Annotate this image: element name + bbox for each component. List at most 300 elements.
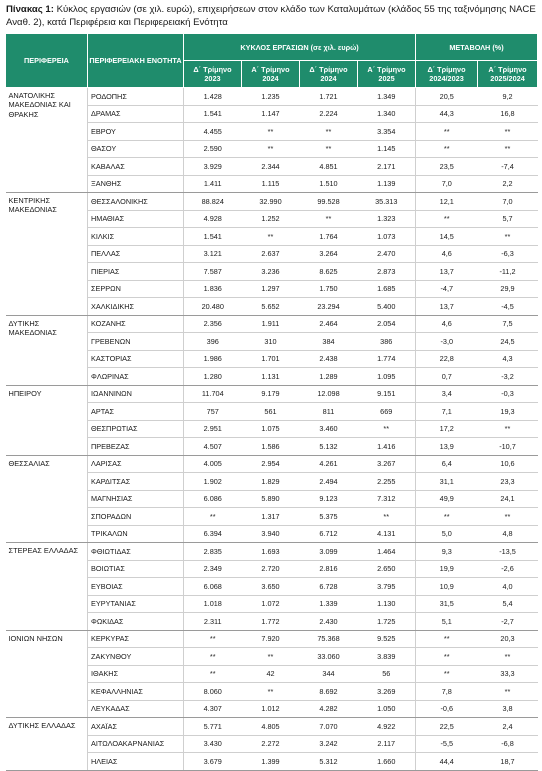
turnover-cell: 8.060: [184, 683, 242, 701]
change-cell: **: [416, 210, 478, 228]
turnover-cell: **: [242, 140, 300, 158]
turnover-cell: 6.394: [184, 525, 242, 543]
header-col: Δ΄ Τρίμηνο 2024/2023: [416, 61, 478, 88]
turnover-cell: 5.400: [358, 298, 416, 316]
turnover-cell: 1.428: [184, 88, 242, 106]
turnover-cell: 2.430: [300, 613, 358, 631]
change-cell: 17,2: [416, 420, 478, 438]
unit-name: ΒΟΙΩΤΙΑΣ: [88, 560, 184, 578]
turnover-cell: 9.123: [300, 490, 358, 508]
turnover-cell: 6.086: [184, 490, 242, 508]
turnover-cell: 56: [358, 665, 416, 683]
turnover-cell: 2.349: [184, 560, 242, 578]
table-row: [6, 718, 538, 736]
unit-name: ΡΟΔΟΠΗΣ: [88, 88, 184, 106]
table-caption: [6, 3, 536, 29]
change-cell: 7,5: [478, 315, 538, 333]
turnover-cell: 2.470: [358, 245, 416, 263]
change-cell: 20,3: [478, 630, 538, 648]
change-cell: 49,9: [416, 490, 478, 508]
turnover-cell: 2.873: [358, 263, 416, 281]
turnover-cell: 4.922: [358, 718, 416, 736]
turnover-cell: 3.679: [184, 753, 242, 771]
turnover-cell: 6.068: [184, 578, 242, 596]
table-row: [6, 315, 538, 333]
change-cell: -4,7: [416, 280, 478, 298]
turnover-cell: 2.311: [184, 613, 242, 631]
change-cell: **: [416, 508, 478, 526]
change-cell: 14,5: [416, 228, 478, 246]
turnover-cell: 1.902: [184, 473, 242, 491]
turnover-cell: 1.317: [242, 508, 300, 526]
change-cell: -6,8: [478, 735, 538, 753]
change-cell: **: [478, 683, 538, 701]
caption-text: Κύκλος εργασιών (σε χιλ. ευρώ), επιχειρήσεων στον κλάδο των Καταλυμάτων (κλάδος 55 της ταξινόμησης NACE Αναθ. 2), κατά Περιφέρεια και Περιφερειακή Ενότητα: [6, 4, 536, 28]
change-cell: 7,8: [416, 683, 478, 701]
unit-name: ΕΥΒΟΙΑΣ: [88, 578, 184, 596]
turnover-cell: 4.005: [184, 455, 242, 473]
change-cell: 3,8: [478, 700, 538, 718]
turnover-cell: 310: [242, 333, 300, 351]
turnover-cell: 1.289: [300, 368, 358, 386]
turnover-cell: 2.590: [184, 140, 242, 158]
turnover-cell: 386: [358, 333, 416, 351]
turnover-cell: **: [242, 648, 300, 666]
change-cell: **: [416, 648, 478, 666]
turnover-cell: **: [242, 683, 300, 701]
turnover-cell: 1.339: [300, 595, 358, 613]
change-cell: 4,6: [416, 245, 478, 263]
table-row: [6, 193, 538, 211]
turnover-cell: 1.297: [242, 280, 300, 298]
table-body: [6, 88, 538, 771]
change-cell: -3,0: [416, 333, 478, 351]
table-row: [6, 385, 538, 403]
table-row: [6, 88, 538, 106]
turnover-cell: 11.704: [184, 385, 242, 403]
unit-name: ΔΡΑΜΑΣ: [88, 105, 184, 123]
change-cell: 9,2: [478, 88, 538, 106]
change-cell: 44,3: [416, 105, 478, 123]
turnover-cell: 811: [300, 403, 358, 421]
change-cell: **: [416, 140, 478, 158]
turnover-cell: 1.464: [358, 543, 416, 561]
turnover-cell: 4.261: [300, 455, 358, 473]
change-cell: 29,9: [478, 280, 538, 298]
turnover-cell: 1.115: [242, 175, 300, 193]
turnover-cell: 5.312: [300, 753, 358, 771]
turnover-cell: 4.851: [300, 158, 358, 176]
turnover-cell: **: [242, 228, 300, 246]
region-name: ΔΥΤΙΚΗΣ ΜΑΚΕΔΟΝΙΑΣ: [6, 315, 88, 385]
change-cell: 7,0: [478, 193, 538, 211]
change-cell: 33,3: [478, 665, 538, 683]
change-cell: -0,3: [478, 385, 538, 403]
turnover-cell: 1.586: [242, 438, 300, 456]
turnover-cell: 669: [358, 403, 416, 421]
turnover-cell: 5.375: [300, 508, 358, 526]
turnover-cell: 1.130: [358, 595, 416, 613]
turnover-cell: 3.121: [184, 245, 242, 263]
change-cell: 9,3: [416, 543, 478, 561]
unit-name: ΚΕΦΑΛΛΗΝΙΑΣ: [88, 683, 184, 701]
turnover-cell: 4.131: [358, 525, 416, 543]
turnover-cell: 2.171: [358, 158, 416, 176]
change-cell: 5,7: [478, 210, 538, 228]
change-cell: 24,5: [478, 333, 538, 351]
turnover-cell: 1.750: [300, 280, 358, 298]
change-cell: 4,3: [478, 350, 538, 368]
turnover-cell: 1.340: [358, 105, 416, 123]
turnover-cell: 8.692: [300, 683, 358, 701]
header-col: Α΄ Τρίμηνο 2025/2024: [478, 61, 538, 88]
turnover-cell: 1.323: [358, 210, 416, 228]
turnover-cell: 6.712: [300, 525, 358, 543]
turnover-cell: **: [184, 630, 242, 648]
unit-name: ΦΘΙΩΤΙΔΑΣ: [88, 543, 184, 561]
turnover-cell: 1.911: [242, 315, 300, 333]
turnover-cell: 344: [300, 665, 358, 683]
unit-name: ΕΒΡΟΥ: [88, 123, 184, 141]
turnover-cell: 1.416: [358, 438, 416, 456]
turnover-cell: 7.587: [184, 263, 242, 281]
turnover-cell: 33.060: [300, 648, 358, 666]
turnover-cell: 1.701: [242, 350, 300, 368]
unit-name: ΞΑΝΘΗΣ: [88, 175, 184, 193]
turnover-cell: 23.294: [300, 298, 358, 316]
turnover-cell: **: [300, 210, 358, 228]
unit-name: ΧΑΛΚΙΔΙΚΗΣ: [88, 298, 184, 316]
change-cell: 4,8: [478, 525, 538, 543]
change-cell: -11,2: [478, 263, 538, 281]
turnover-cell: 3.267: [358, 455, 416, 473]
turnover-table: [5, 33, 538, 771]
turnover-cell: 1.764: [300, 228, 358, 246]
turnover-cell: 7.920: [242, 630, 300, 648]
turnover-cell: 3.460: [300, 420, 358, 438]
turnover-cell: 1.349: [358, 88, 416, 106]
region-name: ΔΥΤΙΚΗΣ ΕΛΛΑΔΑΣ: [6, 718, 88, 771]
change-cell: -0,6: [416, 700, 478, 718]
header-col: Δ΄ Τρίμηνο 2023: [184, 61, 242, 88]
turnover-cell: 9.151: [358, 385, 416, 403]
turnover-cell: 1.147: [242, 105, 300, 123]
turnover-cell: 1.252: [242, 210, 300, 228]
unit-name: ΗΛΕΙΑΣ: [88, 753, 184, 771]
change-cell: 44,4: [416, 753, 478, 771]
unit-name: ΘΑΣΟΥ: [88, 140, 184, 158]
change-cell: -3,2: [478, 368, 538, 386]
unit-name: ΓΡΕΒΕΝΩΝ: [88, 333, 184, 351]
change-cell: 23,3: [478, 473, 538, 491]
unit-name: ΗΜΑΘΙΑΣ: [88, 210, 184, 228]
turnover-cell: 1.075: [242, 420, 300, 438]
change-cell: -2,7: [478, 613, 538, 631]
turnover-cell: 396: [184, 333, 242, 351]
turnover-cell: 1.050: [358, 700, 416, 718]
turnover-cell: 1.829: [242, 473, 300, 491]
region-name: ΚΕΝΤΡΙΚΗΣ ΜΑΚΕΔΟΝΙΑΣ: [6, 193, 88, 316]
turnover-cell: 3.354: [358, 123, 416, 141]
change-cell: **: [478, 140, 538, 158]
change-cell: 13,7: [416, 298, 478, 316]
turnover-cell: 1.986: [184, 350, 242, 368]
change-cell: 23,5: [416, 158, 478, 176]
turnover-cell: 1.660: [358, 753, 416, 771]
turnover-cell: 2.464: [300, 315, 358, 333]
turnover-cell: 1.235: [242, 88, 300, 106]
unit-name: ΚΑΣΤΟΡΙΑΣ: [88, 350, 184, 368]
turnover-cell: 3.650: [242, 578, 300, 596]
change-cell: -13,5: [478, 543, 538, 561]
turnover-cell: 1.836: [184, 280, 242, 298]
turnover-cell: 7.312: [358, 490, 416, 508]
change-cell: -10,7: [478, 438, 538, 456]
turnover-cell: 1.693: [242, 543, 300, 561]
change-cell: -7,4: [478, 158, 538, 176]
change-cell: **: [416, 665, 478, 683]
turnover-cell: 4.455: [184, 123, 242, 141]
change-cell: 0,7: [416, 368, 478, 386]
turnover-cell: 5.771: [184, 718, 242, 736]
turnover-cell: 3.940: [242, 525, 300, 543]
change-cell: 20,5: [416, 88, 478, 106]
turnover-cell: 4.307: [184, 700, 242, 718]
turnover-cell: 2.835: [184, 543, 242, 561]
turnover-cell: 4.507: [184, 438, 242, 456]
turnover-cell: 2.438: [300, 350, 358, 368]
turnover-cell: **: [242, 123, 300, 141]
turnover-cell: 3.264: [300, 245, 358, 263]
change-cell: 19,9: [416, 560, 478, 578]
turnover-cell: 1.541: [184, 105, 242, 123]
turnover-cell: 1.685: [358, 280, 416, 298]
turnover-cell: 2.344: [242, 158, 300, 176]
turnover-cell: 3.839: [358, 648, 416, 666]
turnover-cell: 2.255: [358, 473, 416, 491]
unit-name: ΣΕΡΡΩΝ: [88, 280, 184, 298]
turnover-cell: 1.012: [242, 700, 300, 718]
header-turnover: ΚΥΚΛΟΣ ΕΡΓΑΣΙΩΝ (σε χιλ. ευρώ): [184, 34, 416, 61]
unit-name: ΑΧΑΪΑΣ: [88, 718, 184, 736]
unit-name: ΙΘΑΚΗΣ: [88, 665, 184, 683]
change-cell: 31,5: [416, 595, 478, 613]
change-cell: 5,1: [416, 613, 478, 631]
change-cell: 4,6: [416, 315, 478, 333]
turnover-cell: 5.132: [300, 438, 358, 456]
turnover-cell: 1.772: [242, 613, 300, 631]
change-cell: **: [478, 123, 538, 141]
turnover-cell: 384: [300, 333, 358, 351]
turnover-cell: **: [358, 508, 416, 526]
turnover-cell: 2.356: [184, 315, 242, 333]
region-name: ΘΕΣΣΑΛΙΑΣ: [6, 455, 88, 543]
turnover-cell: 3.236: [242, 263, 300, 281]
turnover-cell: 3.795: [358, 578, 416, 596]
turnover-cell: 4.282: [300, 700, 358, 718]
change-cell: **: [478, 508, 538, 526]
change-cell: 18,7: [478, 753, 538, 771]
turnover-cell: 35.313: [358, 193, 416, 211]
unit-name: ΑΙΤΩΛΟΑΚΑΡΝΑΝΙΑΣ: [88, 735, 184, 753]
turnover-cell: 1.018: [184, 595, 242, 613]
unit-name: ΛΑΡΙΣΑΣ: [88, 455, 184, 473]
region-name: ΣΤΕΡΕΑΣ ΕΛΛΑΔΑΣ: [6, 543, 88, 631]
turnover-cell: 2.637: [242, 245, 300, 263]
unit-name: ΦΩΚΙΔΑΣ: [88, 613, 184, 631]
turnover-cell: 5.652: [242, 298, 300, 316]
turnover-cell: 3.430: [184, 735, 242, 753]
turnover-cell: 2.054: [358, 315, 416, 333]
unit-name: ΠΕΛΛΑΣ: [88, 245, 184, 263]
turnover-cell: 2.954: [242, 455, 300, 473]
header-col: Δ΄ Τρίμηνο 2024: [300, 61, 358, 88]
turnover-cell: 42: [242, 665, 300, 683]
change-cell: 13,7: [416, 263, 478, 281]
unit-name: ΤΡΙΚΑΛΩΝ: [88, 525, 184, 543]
unit-name: ΘΕΣΠΡΩΤΙΑΣ: [88, 420, 184, 438]
turnover-cell: 20.480: [184, 298, 242, 316]
change-cell: 2,4: [478, 718, 538, 736]
turnover-cell: 1.541: [184, 228, 242, 246]
unit-name: ΚΑΒΑΛΑΣ: [88, 158, 184, 176]
turnover-cell: 3.099: [300, 543, 358, 561]
table-row: [6, 543, 538, 561]
unit-name: ΛΕΥΚΑΔΑΣ: [88, 700, 184, 718]
header-unit: ΠΕΡΙΦΕΡΕΙΑΚΗ ΕΝΟΤΗΤΑ: [88, 34, 184, 88]
header-change: ΜΕΤΑΒΟΛΗ (%): [416, 34, 538, 61]
turnover-cell: 1.510: [300, 175, 358, 193]
unit-name: ΜΑΓΝΗΣΙΑΣ: [88, 490, 184, 508]
turnover-cell: 12.098: [300, 385, 358, 403]
unit-name: ΠΙΕΡΙΑΣ: [88, 263, 184, 281]
unit-name: ΖΑΚΥΝΘΟΥ: [88, 648, 184, 666]
turnover-cell: **: [358, 420, 416, 438]
turnover-cell: 2.650: [358, 560, 416, 578]
unit-name: ΦΛΩΡΙΝΑΣ: [88, 368, 184, 386]
unit-name: ΕΥΡΥΤΑΝΙΑΣ: [88, 595, 184, 613]
turnover-cell: 1.072: [242, 595, 300, 613]
unit-name: ΚΟΖΑΝΗΣ: [88, 315, 184, 333]
change-cell: 22,8: [416, 350, 478, 368]
turnover-cell: 2.951: [184, 420, 242, 438]
turnover-cell: 4.928: [184, 210, 242, 228]
turnover-cell: 1.280: [184, 368, 242, 386]
change-cell: 2,2: [478, 175, 538, 193]
turnover-cell: 3.242: [300, 735, 358, 753]
turnover-cell: 99.528: [300, 193, 358, 211]
change-cell: 13,9: [416, 438, 478, 456]
turnover-cell: 6.728: [300, 578, 358, 596]
change-cell: 22,5: [416, 718, 478, 736]
turnover-cell: 1.139: [358, 175, 416, 193]
turnover-cell: 1.073: [358, 228, 416, 246]
change-cell: 12,1: [416, 193, 478, 211]
turnover-cell: 32.990: [242, 193, 300, 211]
caption-label: Πίνακας 1:: [6, 4, 54, 15]
unit-name: ΙΩΑΝΝΙΝΩΝ: [88, 385, 184, 403]
turnover-cell: 1.399: [242, 753, 300, 771]
turnover-cell: 4.805: [242, 718, 300, 736]
turnover-cell: 2.117: [358, 735, 416, 753]
turnover-cell: **: [184, 648, 242, 666]
change-cell: **: [416, 123, 478, 141]
change-cell: 10,9: [416, 578, 478, 596]
turnover-cell: 561: [242, 403, 300, 421]
unit-name: ΚΙΛΚΙΣ: [88, 228, 184, 246]
change-cell: 10,6: [478, 455, 538, 473]
change-cell: 6,4: [416, 455, 478, 473]
turnover-cell: 1.095: [358, 368, 416, 386]
turnover-cell: 5.890: [242, 490, 300, 508]
change-cell: 19,3: [478, 403, 538, 421]
change-cell: -6,3: [478, 245, 538, 263]
header-col: Α΄ Τρίμηνο 2025: [358, 61, 416, 88]
turnover-cell: 2.272: [242, 735, 300, 753]
change-cell: 3,4: [416, 385, 478, 403]
turnover-cell: 2.494: [300, 473, 358, 491]
turnover-cell: 8.625: [300, 263, 358, 281]
change-cell: 5,0: [416, 525, 478, 543]
unit-name: ΘΕΣΣΑΛΟΝΙΚΗΣ: [88, 193, 184, 211]
change-cell: 16,8: [478, 105, 538, 123]
change-cell: **: [478, 228, 538, 246]
table-row: [6, 455, 538, 473]
turnover-cell: 3.929: [184, 158, 242, 176]
region-name: ΗΠΕΙΡΟΥ: [6, 385, 88, 455]
turnover-cell: 9.179: [242, 385, 300, 403]
unit-name: ΚΑΡΔΙΤΣΑΣ: [88, 473, 184, 491]
turnover-cell: **: [184, 665, 242, 683]
turnover-cell: 7.070: [300, 718, 358, 736]
change-cell: **: [478, 420, 538, 438]
turnover-cell: 1.131: [242, 368, 300, 386]
change-cell: 5,4: [478, 595, 538, 613]
turnover-cell: 1.411: [184, 175, 242, 193]
change-cell: -5,5: [416, 735, 478, 753]
table-row: [6, 630, 538, 648]
change-cell: 7,0: [416, 175, 478, 193]
change-cell: 4,0: [478, 578, 538, 596]
turnover-cell: **: [184, 508, 242, 526]
unit-name: ΑΡΤΑΣ: [88, 403, 184, 421]
turnover-cell: **: [300, 123, 358, 141]
turnover-cell: 88.824: [184, 193, 242, 211]
turnover-cell: 2.224: [300, 105, 358, 123]
turnover-cell: 1.774: [358, 350, 416, 368]
turnover-cell: 2.720: [242, 560, 300, 578]
turnover-cell: 757: [184, 403, 242, 421]
change-cell: 31,1: [416, 473, 478, 491]
turnover-cell: 1.721: [300, 88, 358, 106]
unit-name: ΚΕΡΚΥΡΑΣ: [88, 630, 184, 648]
region-name: ΑΝΑΤΟΛΙΚΗΣ ΜΑΚΕΔΟΝΙΑΣ ΚΑΙ ΘΡΑΚΗΣ: [6, 88, 88, 193]
unit-name: ΠΡΕΒΕΖΑΣ: [88, 438, 184, 456]
turnover-cell: **: [300, 140, 358, 158]
change-cell: -4,5: [478, 298, 538, 316]
header-col: Α΄ Τρίμηνο 2024: [242, 61, 300, 88]
change-cell: 24,1: [478, 490, 538, 508]
change-cell: -2,6: [478, 560, 538, 578]
turnover-cell: 1.145: [358, 140, 416, 158]
turnover-cell: 9.525: [358, 630, 416, 648]
turnover-cell: 75.368: [300, 630, 358, 648]
region-name: ΙΟΝΙΩΝ ΝΗΣΩΝ: [6, 630, 88, 718]
turnover-cell: 2.816: [300, 560, 358, 578]
table-header: [6, 34, 538, 88]
unit-name: ΣΠΟΡΑΔΩΝ: [88, 508, 184, 526]
turnover-cell: 3.269: [358, 683, 416, 701]
